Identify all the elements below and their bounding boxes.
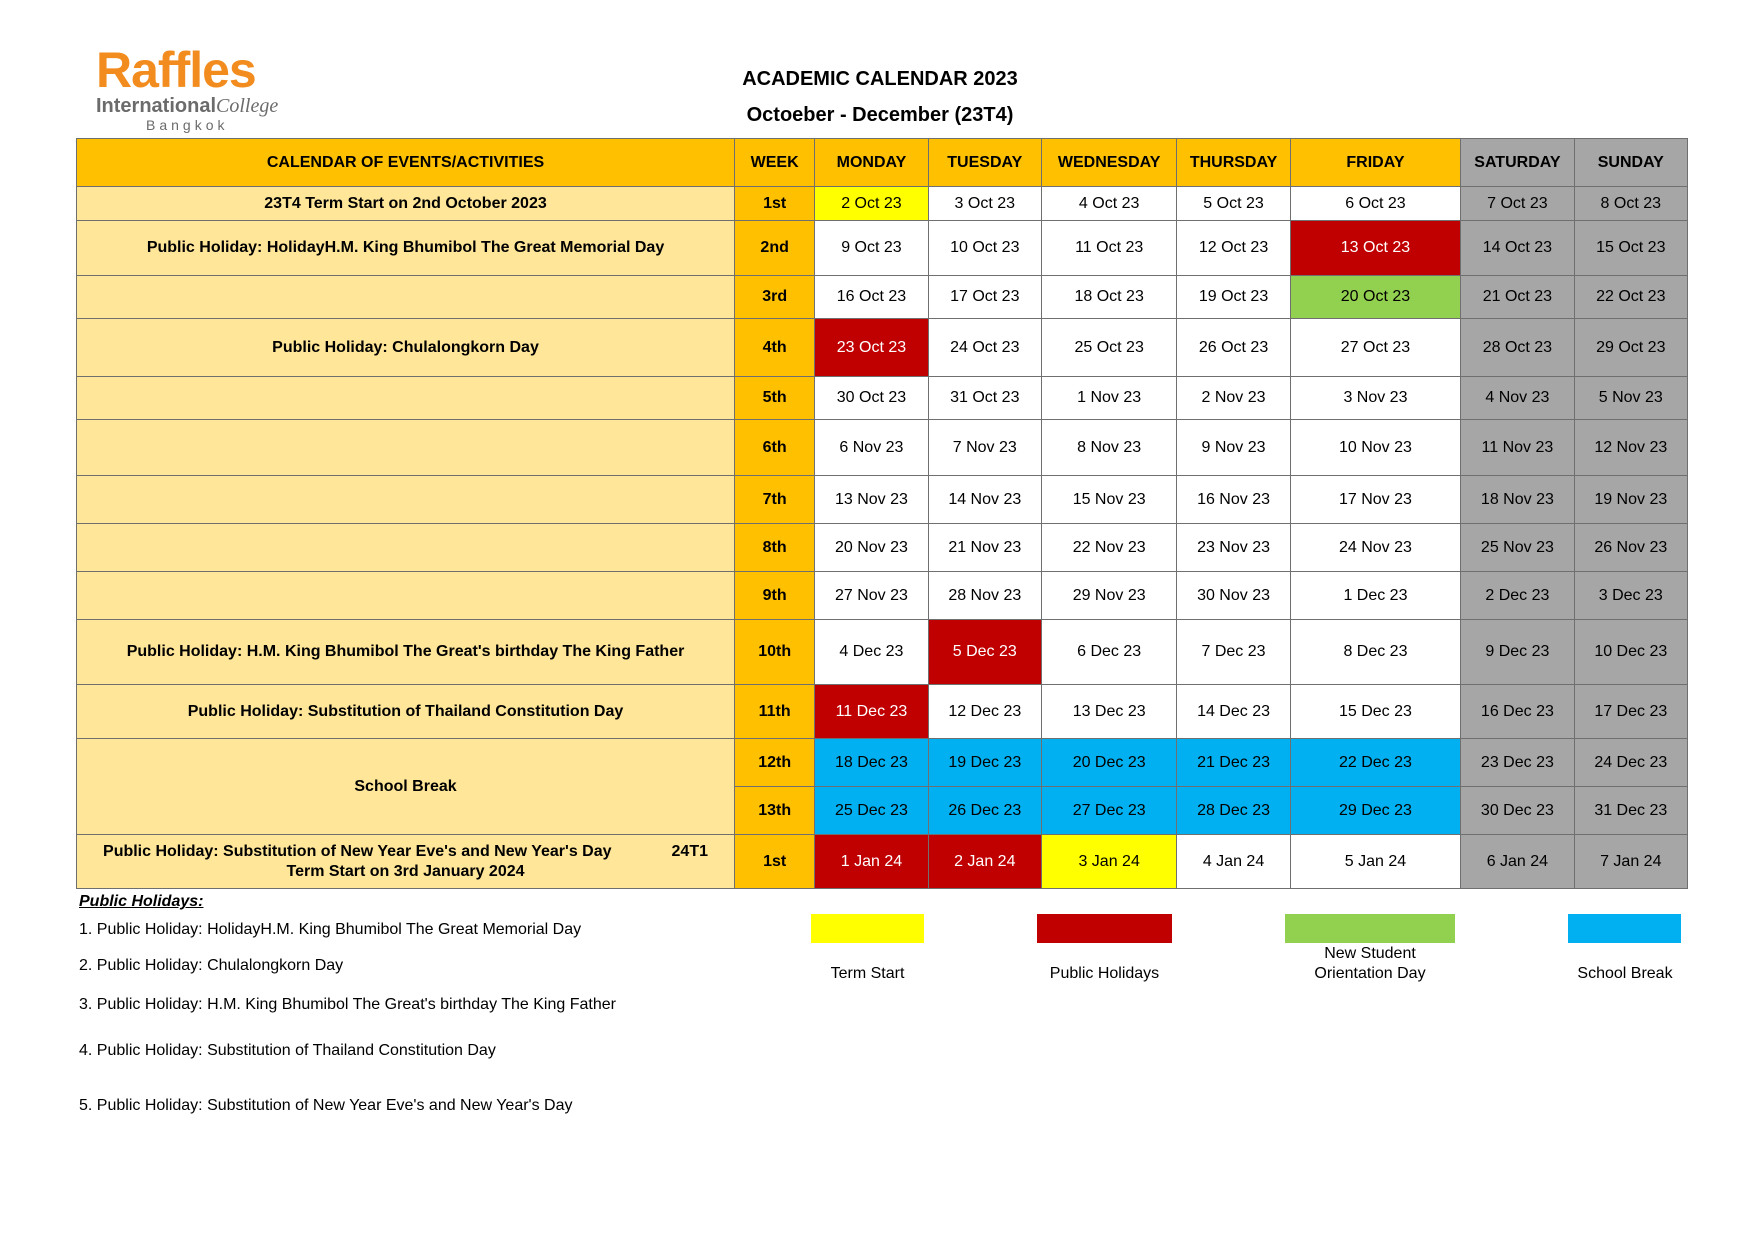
day-cell: 25 Dec 23: [815, 787, 928, 835]
logo-sub-b: College: [216, 95, 279, 117]
day-cell: 13 Nov 23: [815, 476, 928, 524]
week-cell: 6th: [735, 420, 815, 476]
legend-school-break-label: School Break: [1577, 965, 1673, 982]
day-cell: 22 Dec 23: [1290, 739, 1461, 787]
day-cell: 4 Jan 24: [1177, 835, 1290, 889]
header-tuesday: TUESDAY: [928, 139, 1041, 187]
event-tag: 24T1: [671, 842, 708, 860]
page-subtitle: Octoeber - December (23T4): [746, 104, 1014, 126]
header-wednesday: WEDNESDAY: [1041, 139, 1176, 187]
day-cell: 15 Nov 23: [1041, 476, 1176, 524]
legend-orientation-line-1: New Student: [1324, 945, 1416, 962]
header-thursday: THURSDAY: [1177, 139, 1290, 187]
day-cell: 17 Nov 23: [1290, 476, 1461, 524]
day-cell: 31 Oct 23: [928, 377, 1041, 420]
legend-orientation-line-2: Orientation Day: [1314, 965, 1426, 982]
table-row: [77, 620, 1688, 685]
day-cell: 22 Oct 23: [1574, 276, 1687, 319]
event-cell: [77, 377, 735, 420]
day-cell: 30 Oct 23: [815, 377, 928, 420]
event-line-2: Term Start on 3rd January 2024: [286, 862, 525, 880]
event-cell: School Break: [77, 739, 735, 835]
day-cell: 11 Dec 23: [815, 685, 928, 739]
page-title: ACADEMIC CALENDAR 2023: [742, 68, 1018, 90]
day-cell: 12 Oct 23: [1177, 221, 1290, 276]
day-cell: 7 Jan 24: [1574, 835, 1687, 889]
day-cell: 21 Nov 23: [928, 524, 1041, 572]
day-cell: 10 Nov 23: [1290, 420, 1461, 476]
day-cell: 23 Oct 23: [815, 319, 928, 377]
day-cell: 1 Nov 23: [1041, 377, 1176, 420]
header-saturday: SATURDAY: [1461, 139, 1574, 187]
day-cell: 29 Oct 23: [1574, 319, 1687, 377]
day-cell: 2 Dec 23: [1461, 572, 1574, 620]
day-cell: 8 Nov 23: [1041, 420, 1176, 476]
day-cell: 25 Nov 23: [1461, 524, 1574, 572]
day-cell: 23 Dec 23: [1461, 739, 1574, 787]
day-cell: 30 Dec 23: [1461, 787, 1574, 835]
day-cell: 20 Nov 23: [815, 524, 928, 572]
day-cell: 2 Nov 23: [1177, 377, 1290, 420]
day-cell: 17 Dec 23: [1574, 685, 1687, 739]
day-cell: 23 Nov 23: [1177, 524, 1290, 572]
legend-term-start-swatch: [811, 914, 924, 943]
day-cell: 27 Oct 23: [1290, 319, 1461, 377]
table-row: [77, 221, 1688, 276]
week-cell: 4th: [735, 319, 815, 377]
legend-school-break-swatch: [1568, 914, 1681, 943]
day-cell: 24 Oct 23: [928, 319, 1041, 377]
legend-public-holidays-swatch: [1037, 914, 1172, 943]
legend-orientation-label: [1280, 944, 1460, 984]
event-cell: Public Holiday: H.M. King Bhumibol The Great's birthday The King Father: [77, 620, 735, 685]
day-cell: 8 Dec 23: [1290, 620, 1461, 685]
table-row: [77, 476, 1688, 524]
day-cell: 12 Dec 23: [928, 685, 1041, 739]
table-row: [77, 572, 1688, 620]
day-cell: 15 Dec 23: [1290, 685, 1461, 739]
day-cell: 11 Oct 23: [1041, 221, 1176, 276]
table-row: [77, 187, 1688, 221]
day-cell: 5 Dec 23: [928, 620, 1041, 685]
day-cell: 19 Dec 23: [928, 739, 1041, 787]
day-cell: 5 Nov 23: [1574, 377, 1687, 420]
day-cell: 19 Nov 23: [1574, 476, 1687, 524]
week-cell: 3rd: [735, 276, 815, 319]
header-monday: MONDAY: [815, 139, 928, 187]
event-cell: [77, 276, 735, 319]
event-cell: [77, 835, 735, 889]
day-cell: 7 Nov 23: [928, 420, 1041, 476]
event-cell: 23T4 Term Start on 2nd October 2023: [77, 187, 735, 221]
day-cell: 26 Dec 23: [928, 787, 1041, 835]
day-cell: 19 Oct 23: [1177, 276, 1290, 319]
day-cell: 18 Oct 23: [1041, 276, 1176, 319]
day-cell: 13 Oct 23: [1290, 221, 1461, 276]
day-cell: 6 Dec 23: [1041, 620, 1176, 685]
header-week: WEEK: [735, 139, 815, 187]
week-cell: 1st: [735, 187, 815, 221]
week-cell: 5th: [735, 377, 815, 420]
day-cell: 3 Oct 23: [928, 187, 1041, 221]
day-cell: 14 Dec 23: [1177, 685, 1290, 739]
week-cell: 8th: [735, 524, 815, 572]
day-cell: 15 Oct 23: [1574, 221, 1687, 276]
table-row: [77, 276, 1688, 319]
day-cell: 26 Nov 23: [1574, 524, 1687, 572]
day-cell: 3 Dec 23: [1574, 572, 1687, 620]
event-cell: [77, 476, 735, 524]
table-row: [77, 739, 1688, 787]
event-cell: Public Holiday: Chulalongkorn Day: [77, 319, 735, 377]
table-row: [77, 319, 1688, 377]
event-cell: [77, 572, 735, 620]
day-cell: 2 Jan 24: [928, 835, 1041, 889]
day-cell: 24 Nov 23: [1290, 524, 1461, 572]
day-cell: 9 Dec 23: [1461, 620, 1574, 685]
logo-subtitle: [96, 96, 296, 116]
event-cell: [77, 524, 735, 572]
day-cell: 10 Oct 23: [928, 221, 1041, 276]
event-cell: Public Holiday: Substitution of Thailand Constitution Day: [77, 685, 735, 739]
day-cell: 13 Dec 23: [1041, 685, 1176, 739]
day-cell: 20 Oct 23: [1290, 276, 1461, 319]
day-cell: 22 Nov 23: [1041, 524, 1176, 572]
day-cell: 4 Dec 23: [815, 620, 928, 685]
day-cell: 21 Dec 23: [1177, 739, 1290, 787]
holiday-note: 1. Public Holiday: HolidayH.M. King Bhumibol The Great Memorial Day: [79, 921, 582, 938]
day-cell: 5 Oct 23: [1177, 187, 1290, 221]
day-cell: 12 Nov 23: [1574, 420, 1687, 476]
event-line-1: [81, 842, 730, 862]
day-cell: 7 Dec 23: [1177, 620, 1290, 685]
day-cell: 29 Dec 23: [1290, 787, 1461, 835]
week-cell: 2nd: [735, 221, 815, 276]
holiday-note: 4. Public Holiday: Substitution of Thailand Constitution Day: [79, 1042, 496, 1059]
day-cell: 17 Oct 23: [928, 276, 1041, 319]
day-cell: 18 Nov 23: [1461, 476, 1574, 524]
holiday-note: 3. Public Holiday: H.M. King Bhumibol The Great's birthday The King Father: [79, 996, 616, 1013]
day-cell: 16 Oct 23: [815, 276, 928, 319]
legend-orientation-swatch: [1285, 914, 1455, 943]
day-cell: 27 Nov 23: [815, 572, 928, 620]
week-cell: 12th: [735, 739, 815, 787]
academic-calendar-table: [76, 138, 1688, 889]
day-cell: 27 Dec 23: [1041, 787, 1176, 835]
day-cell: 21 Oct 23: [1461, 276, 1574, 319]
logo-name: Raffles: [96, 42, 256, 98]
day-cell: 30 Nov 23: [1177, 572, 1290, 620]
day-cell: 3 Jan 24: [1041, 835, 1176, 889]
day-cell: 3 Nov 23: [1290, 377, 1461, 420]
week-cell: 10th: [735, 620, 815, 685]
legend-term-start-label: Term Start: [830, 965, 905, 982]
day-cell: 28 Nov 23: [928, 572, 1041, 620]
day-cell: 16 Dec 23: [1461, 685, 1574, 739]
header-sunday: SUNDAY: [1574, 139, 1687, 187]
event-cell: [77, 420, 735, 476]
day-cell: 14 Oct 23: [1461, 221, 1574, 276]
day-cell: 14 Nov 23: [928, 476, 1041, 524]
day-cell: 9 Oct 23: [815, 221, 928, 276]
day-cell: 4 Oct 23: [1041, 187, 1176, 221]
header-friday: FRIDAY: [1290, 139, 1461, 187]
week-cell: 1st: [735, 835, 815, 889]
day-cell: 4 Nov 23: [1461, 377, 1574, 420]
holiday-note: 5. Public Holiday: Substitution of New Year Eve's and New Year's Day: [79, 1097, 573, 1114]
table-row: [77, 377, 1688, 420]
table-row: [77, 420, 1688, 476]
day-cell: 7 Oct 23: [1461, 187, 1574, 221]
day-cell: 5 Jan 24: [1290, 835, 1461, 889]
day-cell: 2 Oct 23: [815, 187, 928, 221]
week-cell: 11th: [735, 685, 815, 739]
day-cell: 31 Dec 23: [1574, 787, 1687, 835]
day-cell: 16 Nov 23: [1177, 476, 1290, 524]
day-cell: 1 Jan 24: [815, 835, 928, 889]
day-cell: 11 Nov 23: [1461, 420, 1574, 476]
header-row: [77, 139, 1688, 187]
day-cell: 24 Dec 23: [1574, 739, 1687, 787]
day-cell: 6 Nov 23: [815, 420, 928, 476]
day-cell: 8 Oct 23: [1574, 187, 1687, 221]
table-row: [77, 835, 1688, 889]
day-cell: 25 Oct 23: [1041, 319, 1176, 377]
event-cell: Public Holiday: HolidayH.M. King Bhumibol The Great Memorial Day: [77, 221, 735, 276]
table-row: [77, 685, 1688, 739]
week-cell: 9th: [735, 572, 815, 620]
day-cell: 29 Nov 23: [1041, 572, 1176, 620]
logo-city: Bangkok: [146, 117, 229, 133]
day-cell: 18 Dec 23: [815, 739, 928, 787]
table-row: [77, 524, 1688, 572]
week-cell: 13th: [735, 787, 815, 835]
day-cell: 10 Dec 23: [1574, 620, 1687, 685]
logo-sub-a: International: [96, 95, 217, 117]
day-cell: 6 Oct 23: [1290, 187, 1461, 221]
legend-public-holidays-label: Public Holidays: [1049, 965, 1160, 982]
public-holidays-heading: Public Holidays:: [79, 893, 204, 910]
day-cell: 28 Oct 23: [1461, 319, 1574, 377]
raffles-logo: [96, 44, 296, 134]
public-holidays-notes: [79, 893, 616, 1114]
day-cell: 1 Dec 23: [1290, 572, 1461, 620]
day-cell: 28 Dec 23: [1177, 787, 1290, 835]
day-cell: 6 Jan 24: [1461, 835, 1574, 889]
holiday-note: 2. Public Holiday: Chulalongkorn Day: [79, 957, 344, 974]
week-cell: 7th: [735, 476, 815, 524]
header-events: CALENDAR OF EVENTS/ACTIVITIES: [77, 139, 735, 187]
day-cell: 26 Oct 23: [1177, 319, 1290, 377]
day-cell: 9 Nov 23: [1177, 420, 1290, 476]
event-text: Public Holiday: Substitution of New Year Eve's and New Year's Day: [103, 842, 612, 860]
day-cell: 20 Dec 23: [1041, 739, 1176, 787]
